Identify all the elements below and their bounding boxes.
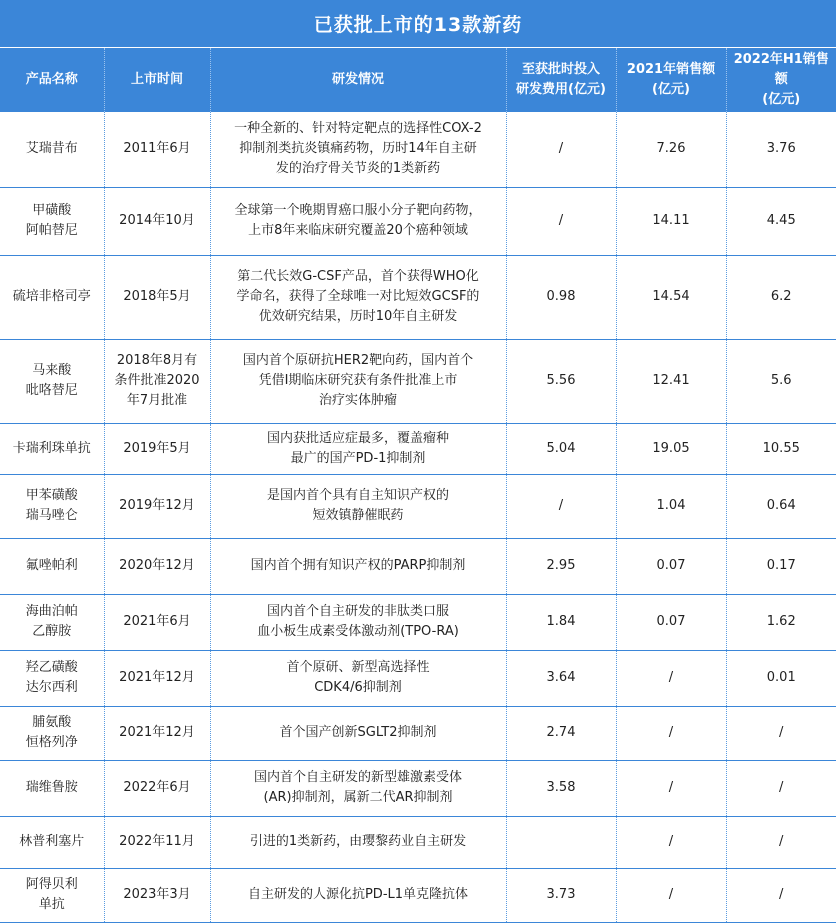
table-row bbox=[0, 868, 836, 922]
col-header-desc: 研发情况 bbox=[210, 48, 506, 112]
cell-desc: 国内首个原研抗HER2靶向药，国内首个 凭借I期临床研究获有条件批准上市 治疗实体肿瘤 bbox=[210, 339, 506, 423]
cell-name: 卡瑞利珠单抗 bbox=[0, 423, 104, 474]
cell-date: 2022年6月 bbox=[104, 760, 210, 816]
cell-sales-2022h1: 5.6 bbox=[726, 339, 836, 423]
cell-date: 2021年6月 bbox=[104, 594, 210, 650]
cell-date: 2019年12月 bbox=[104, 474, 210, 538]
cell-sales-2021: / bbox=[616, 650, 726, 706]
cell-sales-2021: 0.07 bbox=[616, 594, 726, 650]
cell-desc: 国内首个拥有知识产权的PARP抑制剂 bbox=[210, 538, 506, 594]
cell-name: 甲苯磺酸 瑞马唑仑 bbox=[0, 474, 104, 538]
cell-sales-2022h1: / bbox=[726, 868, 836, 922]
cell-rd: / bbox=[506, 112, 616, 187]
table-row bbox=[0, 538, 836, 594]
cell-name: 林普利塞片 bbox=[0, 816, 104, 868]
table-row bbox=[0, 187, 836, 255]
cell-sales-2021: 0.07 bbox=[616, 538, 726, 594]
col-header-date: 上市时间 bbox=[104, 48, 210, 112]
table-row bbox=[0, 474, 836, 538]
cell-desc: 全球第一个晚期胃癌口服小分子靶向药物， 上市8年来临床研究覆盖20个癌种领域 bbox=[210, 187, 506, 255]
cell-sales-2022h1: 0.17 bbox=[726, 538, 836, 594]
cell-sales-2021: / bbox=[616, 706, 726, 760]
cell-date: 2020年12月 bbox=[104, 538, 210, 594]
cell-date: 2021年12月 bbox=[104, 706, 210, 760]
cell-sales-2021: 1.04 bbox=[616, 474, 726, 538]
table-row bbox=[0, 594, 836, 650]
cell-date: 2014年10月 bbox=[104, 187, 210, 255]
table-row bbox=[0, 423, 836, 474]
cell-sales-2021: 14.11 bbox=[616, 187, 726, 255]
cell-name: 马来酸 吡咯替尼 bbox=[0, 339, 104, 423]
cell-desc: 首个原研、新型高选择性 CDK4/6抑制剂 bbox=[210, 650, 506, 706]
col-header-name: 产品名称 bbox=[0, 48, 104, 112]
cell-name: 甲磺酸 阿帕替尼 bbox=[0, 187, 104, 255]
cell-desc: 是国内首个具有自主知识产权的 短效镇静催眠药 bbox=[210, 474, 506, 538]
table-row bbox=[0, 255, 836, 339]
cell-name: 瑞维鲁胺 bbox=[0, 760, 104, 816]
cell-sales-2022h1: 10.55 bbox=[726, 423, 836, 474]
col-header-rd: 至获批时投入 研发费用(亿元) bbox=[506, 48, 616, 112]
cell-date: 2022年11月 bbox=[104, 816, 210, 868]
cell-rd: 3.64 bbox=[506, 650, 616, 706]
cell-rd: 3.58 bbox=[506, 760, 616, 816]
cell-name: 艾瑞昔布 bbox=[0, 112, 104, 187]
cell-desc: 第二代长效G-CSF产品，首个获得WHO化 学命名，获得了全球唯一对比短效GCSF的 优效研究结果，历时10年自主研发 bbox=[210, 255, 506, 339]
cell-date: 2018年8月有 条件批准2020 年7月批准 bbox=[104, 339, 210, 423]
table-row bbox=[0, 760, 836, 816]
cell-date: 2018年5月 bbox=[104, 255, 210, 339]
cell-rd: 2.74 bbox=[506, 706, 616, 760]
cell-rd: 2.95 bbox=[506, 538, 616, 594]
cell-sales-2022h1: 0.01 bbox=[726, 650, 836, 706]
cell-rd: 5.56 bbox=[506, 339, 616, 423]
cell-sales-2021: / bbox=[616, 816, 726, 868]
cell-desc: 一种全新的、针对特定靶点的选择性COX-2 抑制剂类抗炎镇痛药物，历时14年自主研 发的治疗骨关节炎的1类新药 bbox=[210, 112, 506, 187]
cell-name: 脯氨酸 恒格列净 bbox=[0, 706, 104, 760]
cell-desc: 国内获批适应症最多，覆盖瘤种 最广的国产PD-1抑制剂 bbox=[210, 423, 506, 474]
cell-desc: 首个国产创新SGLT2抑制剂 bbox=[210, 706, 506, 760]
cell-desc: 自主研发的人源化抗PD-L1单克隆抗体 bbox=[210, 868, 506, 922]
cell-rd: 0.98 bbox=[506, 255, 616, 339]
table-row bbox=[0, 816, 836, 868]
cell-desc: 国内首个自主研发的新型雄激素受体 (AR)抑制剂，属新二代AR抑制剂 bbox=[210, 760, 506, 816]
cell-sales-2022h1: 4.45 bbox=[726, 187, 836, 255]
cell-sales-2022h1: 0.64 bbox=[726, 474, 836, 538]
cell-sales-2021: 7.26 bbox=[616, 112, 726, 187]
cell-sales-2021: 19.05 bbox=[616, 423, 726, 474]
cell-sales-2022h1: 3.76 bbox=[726, 112, 836, 187]
table-row bbox=[0, 706, 836, 760]
cell-sales-2022h1: / bbox=[726, 706, 836, 760]
cell-date: 2019年5月 bbox=[104, 423, 210, 474]
cell-rd: 3.73 bbox=[506, 868, 616, 922]
cell-sales-2021: / bbox=[616, 760, 726, 816]
cell-desc: 国内首个自主研发的非肽类口服 血小板生成素受体激动剂(TPO-RA) bbox=[210, 594, 506, 650]
drug-table bbox=[0, 48, 836, 923]
cell-name: 氟唑帕利 bbox=[0, 538, 104, 594]
cell-rd bbox=[506, 816, 616, 868]
cell-date: 2023年3月 bbox=[104, 868, 210, 922]
cell-sales-2022h1: 6.2 bbox=[726, 255, 836, 339]
cell-rd: 5.04 bbox=[506, 423, 616, 474]
cell-rd: 1.84 bbox=[506, 594, 616, 650]
table-header-row bbox=[0, 48, 836, 112]
cell-rd: / bbox=[506, 187, 616, 255]
cell-sales-2021: 14.54 bbox=[616, 255, 726, 339]
cell-name: 海曲泊帕 乙醇胺 bbox=[0, 594, 104, 650]
cell-sales-2022h1: / bbox=[726, 816, 836, 868]
table-row bbox=[0, 112, 836, 187]
col-header-sales-2021: 2021年销售额 (亿元) bbox=[616, 48, 726, 112]
cell-name: 阿得贝利 单抗 bbox=[0, 868, 104, 922]
table-row bbox=[0, 339, 836, 423]
table-row bbox=[0, 650, 836, 706]
cell-desc: 引进的1类新药，由璎黎药业自主研发 bbox=[210, 816, 506, 868]
cell-date: 2021年12月 bbox=[104, 650, 210, 706]
cell-name: 硫培非格司亭 bbox=[0, 255, 104, 339]
col-header-sales-2022h1: 2022年H1销售额 (亿元) bbox=[726, 48, 836, 112]
cell-rd: / bbox=[506, 474, 616, 538]
cell-sales-2021: 12.41 bbox=[616, 339, 726, 423]
cell-sales-2021: / bbox=[616, 868, 726, 922]
table-title: 已获批上市的13款新药 bbox=[0, 0, 836, 48]
cell-date: 2011年6月 bbox=[104, 112, 210, 187]
cell-name: 羟乙磺酸 达尔西利 bbox=[0, 650, 104, 706]
cell-sales-2022h1: 1.62 bbox=[726, 594, 836, 650]
cell-sales-2022h1: / bbox=[726, 760, 836, 816]
